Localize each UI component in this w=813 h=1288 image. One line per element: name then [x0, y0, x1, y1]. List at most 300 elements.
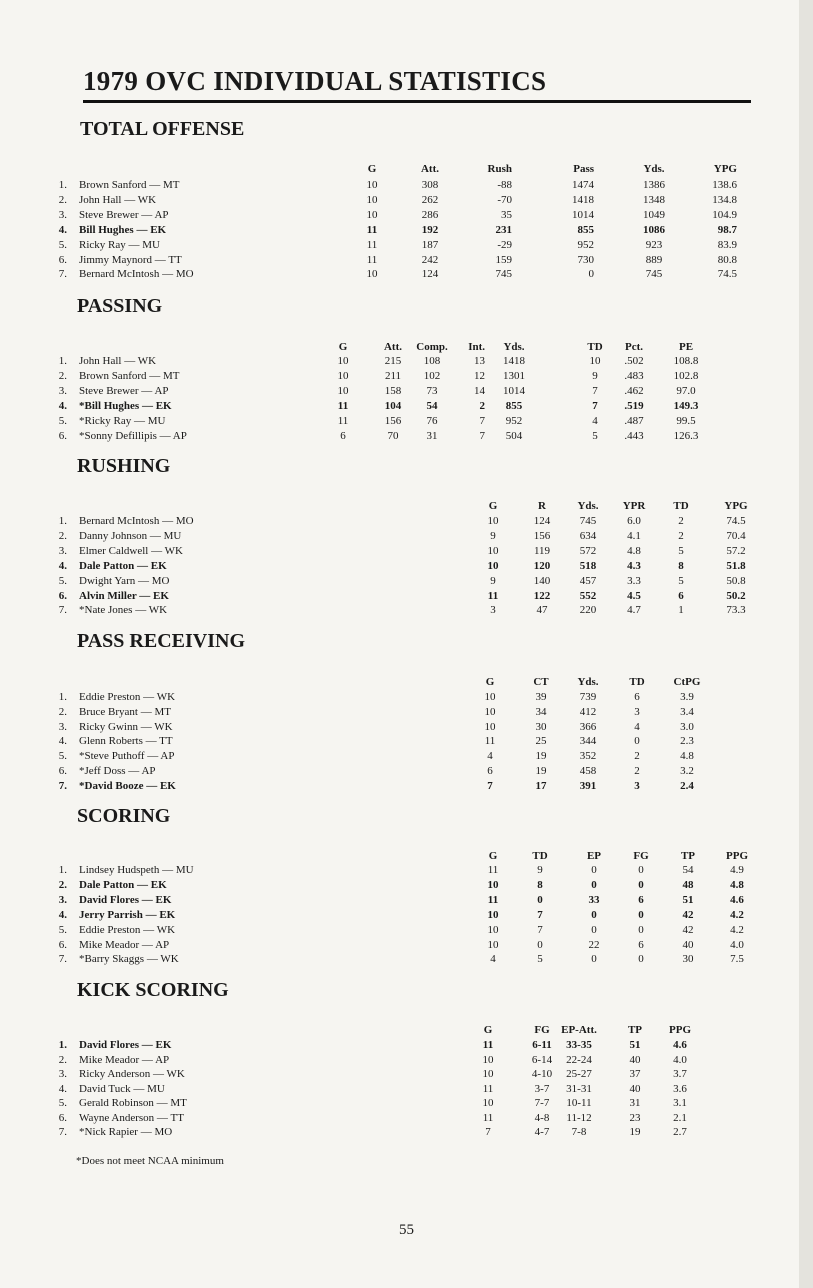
stat-cell: 4.0	[673, 1054, 687, 1066]
player-name: Steve Brewer — AP	[79, 209, 169, 221]
column-header: EP	[586, 850, 602, 862]
rank-number: 6.	[58, 254, 67, 266]
stat-cell: 0	[638, 909, 644, 921]
player-name: Dwight Yarn — MO	[79, 575, 170, 587]
stat-cell: 19	[535, 750, 547, 762]
stat-cell: 10	[484, 706, 496, 718]
stat-cell: 0	[537, 939, 543, 951]
column-header: FG	[534, 1024, 550, 1036]
stat-cell: 102	[423, 370, 441, 382]
stat-cell: 23	[629, 1112, 641, 1124]
stat-cell: 352	[579, 750, 597, 762]
stat-cell: 126.3	[673, 430, 699, 442]
stat-cell: 4.8	[730, 879, 744, 891]
stat-cell: .487	[624, 415, 644, 427]
stat-cell: 0	[638, 879, 644, 891]
stat-cell: 0	[638, 924, 644, 936]
stat-cell: 122	[533, 590, 551, 602]
stat-cell: 6	[634, 691, 640, 703]
rank-number: 4.	[58, 909, 67, 921]
stat-cell: 4-8	[534, 1112, 550, 1124]
column-header: Pass	[573, 163, 594, 175]
player-name: David Tuck — MU	[79, 1083, 165, 1095]
stat-cell: 2	[634, 765, 640, 777]
stat-cell: 10	[366, 268, 378, 280]
rank-number: 7.	[58, 268, 67, 280]
stat-cell: 31-31	[566, 1083, 592, 1095]
stat-cell: 366	[579, 721, 597, 733]
stat-cell: 0	[591, 879, 597, 891]
rank-number: 6.	[58, 939, 67, 951]
rank-number: 5.	[58, 924, 67, 936]
stat-cell: 80.8	[717, 254, 737, 266]
stat-cell: 2	[678, 515, 684, 527]
player-name: Ricky Gwinn — WK	[79, 721, 173, 733]
stat-cell: 1014	[572, 209, 594, 221]
stat-cell: 9	[592, 370, 598, 382]
stat-cell: 37	[629, 1068, 641, 1080]
column-header: G	[488, 500, 498, 512]
rank-number: 4.	[58, 224, 67, 236]
stat-cell: 35	[501, 209, 512, 221]
stat-cell: 9	[537, 864, 543, 876]
stat-cell: 158	[384, 385, 402, 397]
column-header: TP	[680, 850, 696, 862]
stat-cell: 51	[682, 894, 694, 906]
stat-cell: 6-11	[532, 1039, 552, 1051]
stat-cell: 108	[423, 355, 441, 367]
stat-cell: 10	[487, 515, 499, 527]
stat-cell: 22	[588, 939, 600, 951]
stat-cell: 952	[577, 239, 594, 251]
rank-number: 3.	[58, 1068, 67, 1080]
player-name: *Jeff Doss — AP	[79, 765, 156, 777]
rank-number: 6.	[58, 765, 67, 777]
stat-cell: 7	[479, 415, 485, 427]
column-header: CT	[533, 676, 549, 688]
stat-cell: 7	[592, 400, 598, 412]
rank-number: 2.	[58, 194, 67, 206]
section-title: SCORING	[77, 805, 171, 827]
stat-cell: .502	[624, 355, 644, 367]
stat-cell: 124	[421, 268, 439, 280]
stat-cell: 11	[482, 1112, 494, 1124]
player-name: Eddie Preston — WK	[79, 924, 176, 936]
stat-cell: 10	[482, 1068, 494, 1080]
stat-cell: 308	[421, 179, 439, 191]
column-header: PE	[678, 341, 694, 353]
stat-cell: 4.8	[680, 750, 694, 762]
column-header: Pct.	[624, 341, 643, 353]
title-rule	[83, 100, 751, 103]
stat-cell: 242	[421, 254, 439, 266]
stat-cell: 0	[537, 894, 543, 906]
stat-cell: 42	[682, 909, 694, 921]
stat-cell: 6	[638, 939, 644, 951]
column-header: Comp.	[416, 341, 448, 353]
section-title: TOTAL OFFENSE	[80, 118, 245, 140]
stat-cell: 7	[537, 924, 543, 936]
stat-cell: 923	[645, 239, 663, 251]
stat-cell: 4	[487, 750, 493, 762]
stat-cell: 4.8	[627, 545, 641, 557]
stat-cell: 4-7	[534, 1126, 550, 1138]
stat-cell: 7.5	[730, 953, 744, 965]
stat-cell: 739	[579, 691, 597, 703]
stat-cell: 457	[579, 575, 597, 587]
stat-cell: 4.9	[730, 864, 744, 876]
column-header: Att.	[420, 163, 440, 175]
stat-cell: 5	[678, 545, 684, 557]
stat-cell: 10	[487, 909, 499, 921]
stat-cell: 10-11	[566, 1097, 592, 1109]
stat-cell: 98.7	[717, 224, 737, 236]
rank-number: 4.	[58, 560, 67, 572]
stat-cell: 3	[634, 780, 640, 792]
stat-cell: 344	[579, 735, 597, 747]
stat-cell: 2	[634, 750, 640, 762]
column-header: YPR	[622, 500, 646, 512]
stat-cell: 7	[537, 909, 543, 921]
rank-number: 7.	[58, 953, 67, 965]
player-name: David Flores — EK	[79, 894, 172, 906]
stat-cell: 952	[505, 415, 523, 427]
stat-cell: 10	[484, 721, 496, 733]
stat-cell: 156	[384, 415, 402, 427]
stat-cell: 262	[421, 194, 439, 206]
player-name: Mike Meador — AP	[79, 1054, 170, 1066]
column-header: TD	[673, 500, 689, 512]
stat-cell: 124	[533, 515, 551, 527]
stat-cell: 10	[589, 355, 601, 367]
column-header: FG	[633, 850, 649, 862]
rank-number: 2.	[58, 1054, 67, 1066]
stat-cell: 6.0	[627, 515, 641, 527]
rank-number: 4.	[58, 400, 67, 412]
stat-cell: -29	[497, 239, 512, 251]
stat-cell: 3.6	[673, 1083, 687, 1095]
stat-cell: 8	[537, 879, 543, 891]
column-header: G	[338, 341, 348, 353]
player-name: Glenn Roberts — TT	[79, 735, 173, 747]
stat-cell: 73	[426, 385, 438, 397]
stat-cell: 4	[592, 415, 598, 427]
stat-cell: 10	[487, 545, 499, 557]
rank-number: 1.	[58, 864, 67, 876]
player-name: *Sonny Defillipis — AP	[79, 430, 187, 442]
stat-cell: 4.0	[730, 939, 744, 951]
stat-cell: 1418	[572, 194, 594, 206]
column-header: PPG	[669, 1024, 691, 1036]
stat-cell: 3.3	[627, 575, 641, 587]
stat-cell: 11	[482, 1083, 494, 1095]
stat-cell: 2.1	[673, 1112, 687, 1124]
stat-cell: 1474	[572, 179, 594, 191]
stat-cell: 17	[535, 780, 547, 792]
column-header: TD	[587, 341, 603, 353]
rank-number: 1.	[58, 515, 67, 527]
stat-cell: 42	[682, 924, 694, 936]
player-name: Steve Brewer — AP	[79, 385, 169, 397]
rank-number: 6.	[58, 430, 67, 442]
page-edge-shadow	[799, 0, 813, 1288]
column-header: Yds.	[577, 500, 599, 512]
stat-cell: 7	[485, 1126, 491, 1138]
stat-cell: 10	[484, 691, 496, 703]
stat-cell: 5	[592, 430, 598, 442]
column-header: CtPG	[673, 676, 701, 688]
stat-cell: 3.4	[680, 706, 694, 718]
player-name: Bernard McIntosh — MO	[79, 268, 194, 280]
player-name: Brown Sanford — MT	[79, 370, 180, 382]
stat-cell: 231	[495, 224, 512, 236]
stat-cell: 5	[678, 575, 684, 587]
stat-cell: 73.3	[726, 604, 746, 616]
stat-cell: 11	[487, 864, 499, 876]
stat-cell: 22-24	[566, 1054, 592, 1066]
page-number: 55	[399, 1222, 414, 1238]
stat-cell: 6	[678, 590, 684, 602]
stat-cell: 51	[629, 1039, 641, 1051]
player-name: Alvin Miller — EK	[79, 590, 169, 602]
stat-cell: 745	[579, 515, 597, 527]
stat-cell: 7	[479, 430, 485, 442]
stat-cell: 99.5	[676, 415, 696, 427]
stat-cell: 0	[591, 864, 597, 876]
stat-cell: 40	[629, 1054, 641, 1066]
player-name: David Flores — EK	[79, 1039, 172, 1051]
stat-cell: 10	[366, 194, 378, 206]
stat-cell: 518	[579, 560, 597, 572]
stat-cell: 54	[426, 400, 438, 412]
stat-cell: 40	[629, 1083, 641, 1095]
stat-cell: 3.7	[673, 1068, 687, 1080]
stat-cell: -88	[497, 179, 512, 191]
stat-cell: 10	[487, 879, 499, 891]
stat-cell: 3	[490, 604, 496, 616]
stat-cell: 1	[678, 604, 684, 616]
stat-cell: 10	[482, 1097, 494, 1109]
rank-number: 3.	[58, 209, 67, 221]
stat-cell: 2.4	[680, 780, 694, 792]
column-header: Int.	[468, 341, 485, 353]
column-header: Yds.	[643, 163, 665, 175]
stat-cell: 889	[645, 254, 663, 266]
stat-cell: 855	[577, 224, 594, 236]
stat-cell: 0	[588, 268, 594, 280]
stat-cell: 30	[535, 721, 547, 733]
stat-cell: 552	[579, 590, 597, 602]
rank-number: 5.	[58, 750, 67, 762]
player-name: Jimmy Maynord — TT	[79, 254, 182, 266]
stat-cell: 70	[387, 430, 399, 442]
player-name: *David Booze — EK	[79, 780, 176, 792]
stat-cell: 10	[337, 385, 349, 397]
stat-cell: 70.4	[726, 530, 746, 542]
stat-cell: 0	[591, 953, 597, 965]
rank-number: 2.	[58, 370, 67, 382]
stat-cell: 6	[638, 894, 644, 906]
stat-cell: 215	[384, 355, 402, 367]
stat-cell: 391	[579, 780, 597, 792]
column-header: YPG	[713, 163, 737, 175]
stat-cell: 159	[495, 254, 512, 266]
stat-cell: 572	[579, 545, 597, 557]
stat-cell: 25	[535, 735, 547, 747]
rank-number: 4.	[58, 1083, 67, 1095]
rank-number: 2.	[58, 530, 67, 542]
stat-cell: 33	[588, 894, 600, 906]
rank-number: 7.	[58, 1126, 67, 1138]
stat-cell: 3.0	[680, 721, 694, 733]
column-header: G	[367, 163, 377, 175]
player-name: Eddie Preston — WK	[79, 691, 176, 703]
stat-cell: 11	[366, 224, 378, 236]
stat-cell: 104.9	[712, 209, 737, 221]
column-header: Att.	[383, 341, 403, 353]
stat-cell: 11	[366, 254, 378, 266]
stat-cell: .443	[624, 430, 644, 442]
stat-cell: 8	[678, 560, 684, 572]
stat-cell: 4-10	[531, 1068, 553, 1080]
player-name: *Steve Puthoff — AP	[79, 750, 175, 762]
player-name: Wayne Anderson — TT	[79, 1112, 184, 1124]
stat-cell: 40	[682, 939, 694, 951]
stat-cell: 3.9	[680, 691, 694, 703]
stat-cell: 74.5	[717, 268, 737, 280]
player-name: Lindsey Hudspeth — MU	[79, 864, 194, 876]
section-title: RUSHING	[77, 455, 171, 477]
player-name: Dale Patton — EK	[79, 560, 167, 572]
stat-cell: 1418	[503, 355, 525, 367]
rank-number: 5.	[58, 1097, 67, 1109]
stat-cell: 76	[426, 415, 438, 427]
rank-number: 1.	[58, 1039, 67, 1051]
player-name: Gerald Robinson — MT	[79, 1097, 187, 1109]
stat-cell: 412	[579, 706, 597, 718]
stat-cell: 745	[645, 268, 663, 280]
stat-cell: 97.0	[676, 385, 696, 397]
column-header: R	[538, 500, 546, 512]
stat-cell: .483	[624, 370, 644, 382]
rank-number: 1.	[58, 355, 67, 367]
stat-cell: 50.2	[726, 590, 746, 602]
page-title: 1979 OVC INDIVIDUAL STATISTICS	[83, 66, 547, 96]
rank-number: 5.	[58, 239, 67, 251]
stat-cell: 4.1	[627, 530, 641, 542]
stat-cell: 192	[421, 224, 439, 236]
stat-cell: 11	[337, 400, 349, 412]
column-header: TD	[629, 676, 645, 688]
rank-number: 1.	[58, 691, 67, 703]
stat-cell: 0	[638, 864, 644, 876]
stat-cell: 634	[579, 530, 597, 542]
stat-cell: 187	[421, 239, 439, 251]
stat-cell: 458	[579, 765, 597, 777]
column-header: Yds.	[577, 676, 599, 688]
stat-cell: 1014	[503, 385, 525, 397]
stat-cell: 7	[592, 385, 598, 397]
stat-cell: 220	[579, 604, 597, 616]
rank-number: 2.	[58, 879, 67, 891]
stat-cell: 0	[638, 953, 644, 965]
column-header: TD	[532, 850, 548, 862]
player-name: Dale Patton — EK	[79, 879, 167, 891]
stat-cell: 10	[482, 1054, 494, 1066]
stat-cell: 4.6	[673, 1039, 687, 1051]
stat-cell: 286	[421, 209, 439, 221]
stat-cell: .519	[624, 400, 644, 412]
footnote: *Does not meet NCAA minimum	[76, 1155, 224, 1167]
stat-cell: 51.8	[726, 560, 746, 572]
player-name: *Bill Hughes — EK	[79, 400, 172, 412]
stat-cell: 31	[629, 1097, 641, 1109]
stat-cell: 57.2	[726, 545, 746, 557]
stat-cell: 10	[487, 939, 499, 951]
column-header: YPG	[724, 500, 748, 512]
stat-cell: 9	[490, 530, 496, 542]
stat-cell: 25-27	[566, 1068, 592, 1080]
stat-cell: 4	[490, 953, 496, 965]
stat-cell: 6-14	[531, 1054, 553, 1066]
stat-cell: 120	[533, 560, 551, 572]
stat-cell: 119	[533, 545, 551, 557]
player-name: Elmer Caldwell — WK	[79, 545, 183, 557]
stat-cell: 10	[337, 370, 349, 382]
player-name: *Nick Rapier — MO	[79, 1126, 173, 1138]
rank-number: 7.	[58, 604, 67, 616]
stat-cell: 4	[634, 721, 640, 733]
stat-cell: 12	[474, 370, 485, 382]
stat-cell: 156	[533, 530, 551, 542]
column-header: PPG	[726, 850, 748, 862]
rank-number: 2.	[58, 706, 67, 718]
stat-cell: 138.6	[712, 179, 737, 191]
stat-cell: -70	[497, 194, 512, 206]
rank-number: 6.	[58, 590, 67, 602]
stat-cell: 9	[490, 575, 496, 587]
stat-cell: 3-7	[534, 1083, 550, 1095]
stat-cell: 3.1	[673, 1097, 687, 1109]
stat-cell: 10	[487, 924, 499, 936]
stat-cell: 1386	[643, 179, 665, 191]
stat-cell: 4.5	[627, 590, 641, 602]
stat-cell: 30	[682, 953, 694, 965]
stat-cell: 504	[505, 430, 523, 442]
stat-cell: 104	[384, 400, 402, 412]
stat-cell: 14	[474, 385, 485, 397]
stat-cell: 0	[591, 924, 597, 936]
stat-cell: 855	[505, 400, 523, 412]
player-name: Brown Sanford — MT	[79, 179, 180, 191]
column-header: G	[488, 850, 498, 862]
stat-cell: 140	[533, 575, 551, 587]
stat-cell: 0	[634, 735, 640, 747]
player-name: Jerry Parrish — EK	[79, 909, 176, 921]
stat-cell: 31	[426, 430, 438, 442]
stat-cell: 11	[366, 239, 378, 251]
stat-cell: 730	[577, 254, 594, 266]
stat-cell: 33-35	[566, 1039, 592, 1051]
stat-cell: 50.8	[726, 575, 746, 587]
player-name: Bill Hughes — EK	[79, 224, 167, 236]
player-name: John Hall — WK	[79, 355, 157, 367]
stat-cell: 4.2	[730, 924, 744, 936]
stat-cell: 102.8	[673, 370, 699, 382]
section-title: PASSING	[77, 295, 163, 317]
player-name: Ricky Ray — MU	[79, 239, 160, 251]
column-header: TP	[627, 1024, 643, 1036]
